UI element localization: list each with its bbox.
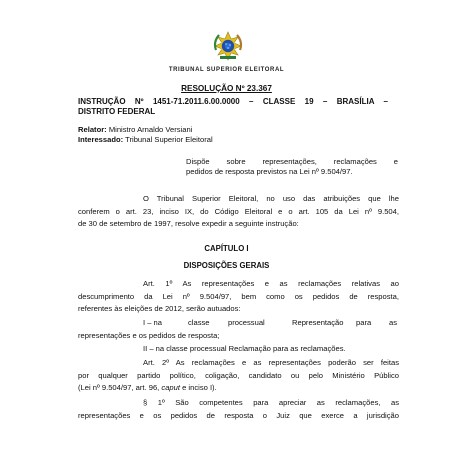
article-1-line-2: descumprimento da Lei nº 9.504/97, bem como os pedidos de resposta, <box>78 291 399 301</box>
ementa-line-2: pedidos de resposta previstos na Lei nº 9.504/97. <box>186 167 353 176</box>
interessado-value: Tribunal Superior Eleitoral <box>123 135 213 144</box>
caput-term: caput <box>161 383 180 392</box>
brazil-coat-of-arms-icon <box>211 30 245 62</box>
article-2 <box>78 357 399 395</box>
article-2-line-2: por qualquer partido político, coligação, candidato ou pelo Ministério Público <box>78 370 399 380</box>
article-2-line-3-end: e inciso I). <box>179 383 217 392</box>
instrucao-line-2: DISTRITO FEDERAL <box>78 107 156 116</box>
preamble-line-2: conferem o art. 23, inciso IX, do Código Eleitoral e o art. 105 da Lei nº 9.504, <box>78 206 399 216</box>
article-1-line-3: referentes às eleições de 2012, serão autuados: <box>78 304 241 313</box>
inciso-1-word: processual <box>228 318 265 327</box>
inciso-1-word: classe <box>188 318 210 327</box>
preamble-line-1: O Tribunal Superior Eleitoral, no uso das atribuições que lhe <box>143 194 399 203</box>
article-2-line-3-text: (Lei nº 9.504/97, art. 96, <box>78 383 162 392</box>
article-1-line-1: Art. 1º As representações e as reclamações relativas ao <box>143 279 399 288</box>
preamble-line-3: de 30 de setembro de 1997, resolve expedir a seguinte instrução: <box>78 219 299 228</box>
interessado-label: Interessado: <box>78 135 124 144</box>
relator-label: Relator: <box>78 125 107 134</box>
paragraph-1-line-1: § 1º São competentes para apreciar as reclamações, as <box>143 398 399 407</box>
inciso-1-word: as <box>389 318 398 327</box>
paragraph-1 <box>78 397 399 422</box>
inciso-1-word: para <box>356 318 372 327</box>
article-2-line-1: Art. 2º As reclamações e as representações poderão ser feitas <box>143 358 399 367</box>
inciso-1-line-2: representações e os pedidos de resposta; <box>78 331 220 340</box>
resolution-title: RESOLUÇÃO Nº 23.367 <box>181 84 272 93</box>
case-metadata <box>78 125 213 145</box>
interessado-row <box>78 135 213 145</box>
relator-value: Ministro Arnaldo Versiani <box>106 125 193 134</box>
chapter-number: CAPÍTULO I <box>204 244 249 253</box>
issuing-organization: TRIBUNAL SUPERIOR ELEITORAL <box>168 67 285 73</box>
inciso-1-word: Representação <box>292 318 344 327</box>
inciso-2: II – na classe processual Reclamação para as reclamações. <box>143 344 346 353</box>
instrucao-line-1: INSTRUÇÃO Nº 1451-71.2011.6.00.0000 – CLASSE 19 – BRASÍLIA – <box>78 97 388 106</box>
chapter-title: DISPOSIÇÕES GERAIS <box>183 261 270 270</box>
article-1 <box>78 278 399 316</box>
paragraph-1-line-2: representações e os pedidos de resposta o Juiz que exerce a jurisdição <box>78 410 399 420</box>
instrucao-heading <box>78 97 388 117</box>
ementa-line-1: Dispõe sobre representações, reclamações e <box>186 157 398 166</box>
relator-row <box>78 125 213 135</box>
preamble-paragraph <box>78 193 399 231</box>
ementa <box>186 157 398 177</box>
inciso-1-word: I – na <box>143 318 162 327</box>
article-2-line-3 <box>78 382 399 395</box>
